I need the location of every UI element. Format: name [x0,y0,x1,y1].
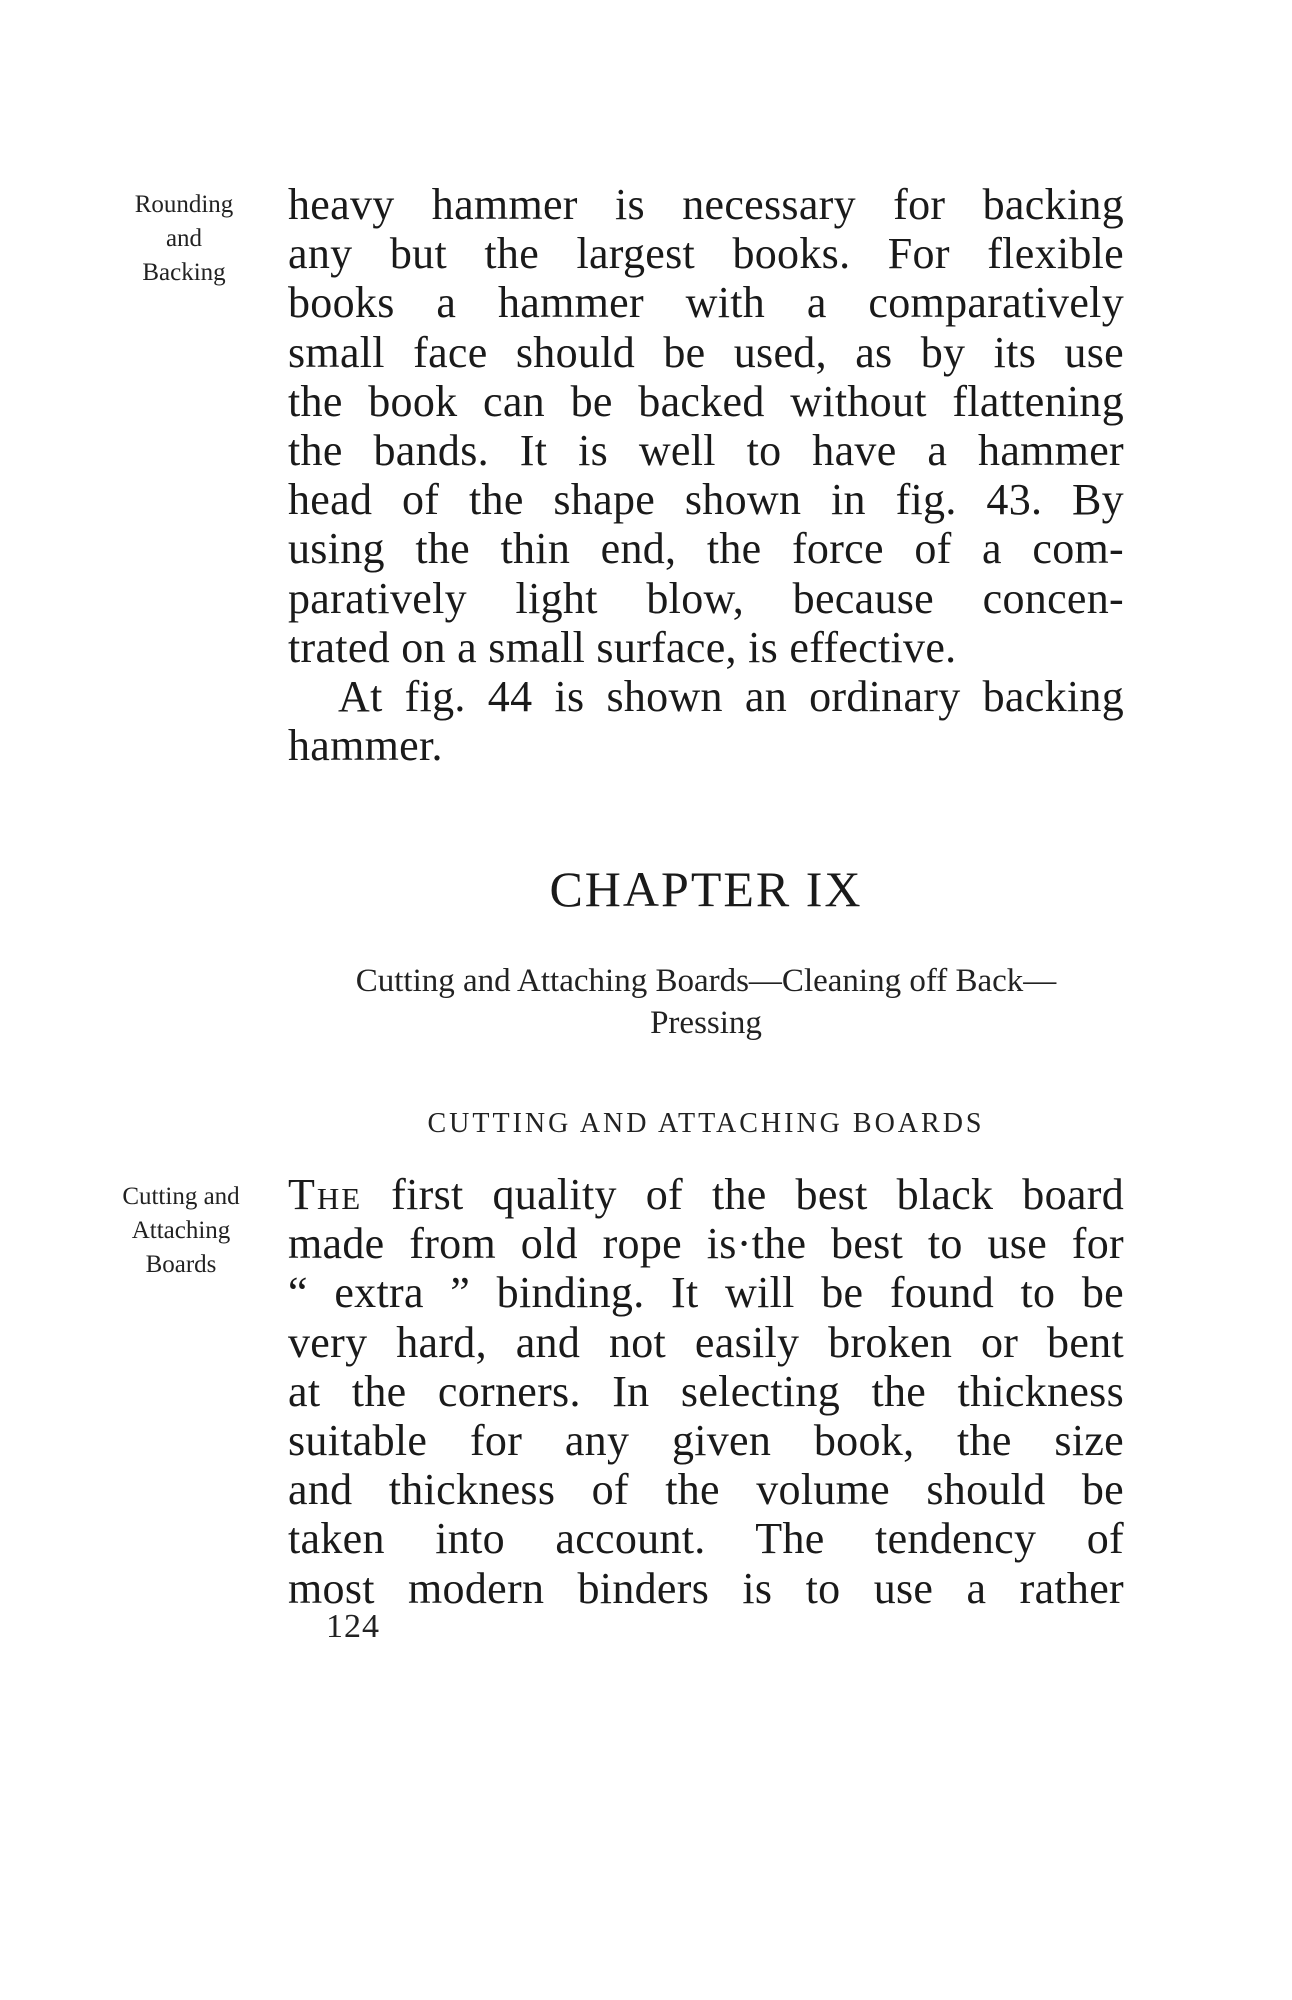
margin-note-line: and [165,225,203,252]
chapter-subtitle-line: Cutting and Attaching Boards—Cleaning off Back— [355,963,1057,999]
text-line: heavy hammer is necessary for backing [288,180,1124,229]
text-line: books a hammer with a comparatively [288,278,1124,328]
text-line: using the thin end, the force of a com- [288,524,1124,574]
text-line: hammer. [288,721,443,771]
text-line: most modern binders is to use a rather [288,1563,1124,1613]
text-line: very hard, and not easily broken or bent [288,1317,1124,1367]
paragraph-backing-hammer [288,180,1124,770]
text-line: head of the shape shown in fig. 43. By [288,475,1124,525]
margin-note-line: Attaching [131,1217,231,1244]
text-line: At fig. 44 is shown an ordinary backing [338,672,1124,722]
text-fragment: first quality of the best black board [362,1170,1124,1219]
text-line: any but the largest books. For flexible [288,229,1124,279]
margin-note-line: Backing [142,259,226,286]
chapter-subtitle-line: Pressing [650,1005,762,1041]
text-line [288,1170,1124,1219]
section-heading: CUTTING AND ATTACHING BOARDS [427,1108,985,1139]
margin-note-line: Rounding [134,191,234,218]
text-line: suitable for any given book, the size [288,1416,1124,1466]
margin-note-rounding-backing [104,188,264,290]
margin-note-line: Boards [145,1251,217,1278]
drop-word: The [288,1170,363,1219]
margin-note-cutting-attaching [86,1180,276,1282]
text-line: trated on a small surface, is effective. [288,622,957,672]
text-line: at the corners. In selecting the thickness [288,1366,1124,1416]
chapter-title: CHAPTER IX [549,861,863,917]
text-line: made from old rope is·the best to use for [288,1219,1124,1269]
text-line: the book can be backed without flattening [288,376,1124,426]
text-line: small face should be used, as by its use [288,327,1124,377]
text-line: and thickness of the volume should be [288,1465,1124,1515]
chapter-subtitle [288,960,1124,1044]
margin-note-line: Cutting and [122,1183,240,1210]
text-line: “ extra ” binding. It will be found to be [288,1268,1124,1318]
text-line: paratively light blow, because concen- [288,573,1124,623]
paragraph-cutting-boards [288,1170,1124,1613]
text-line: the bands. It is well to have a hammer [288,426,1124,476]
text-line: taken into account. The tendency of [288,1514,1124,1564]
page-number: 124 [326,1608,380,1645]
